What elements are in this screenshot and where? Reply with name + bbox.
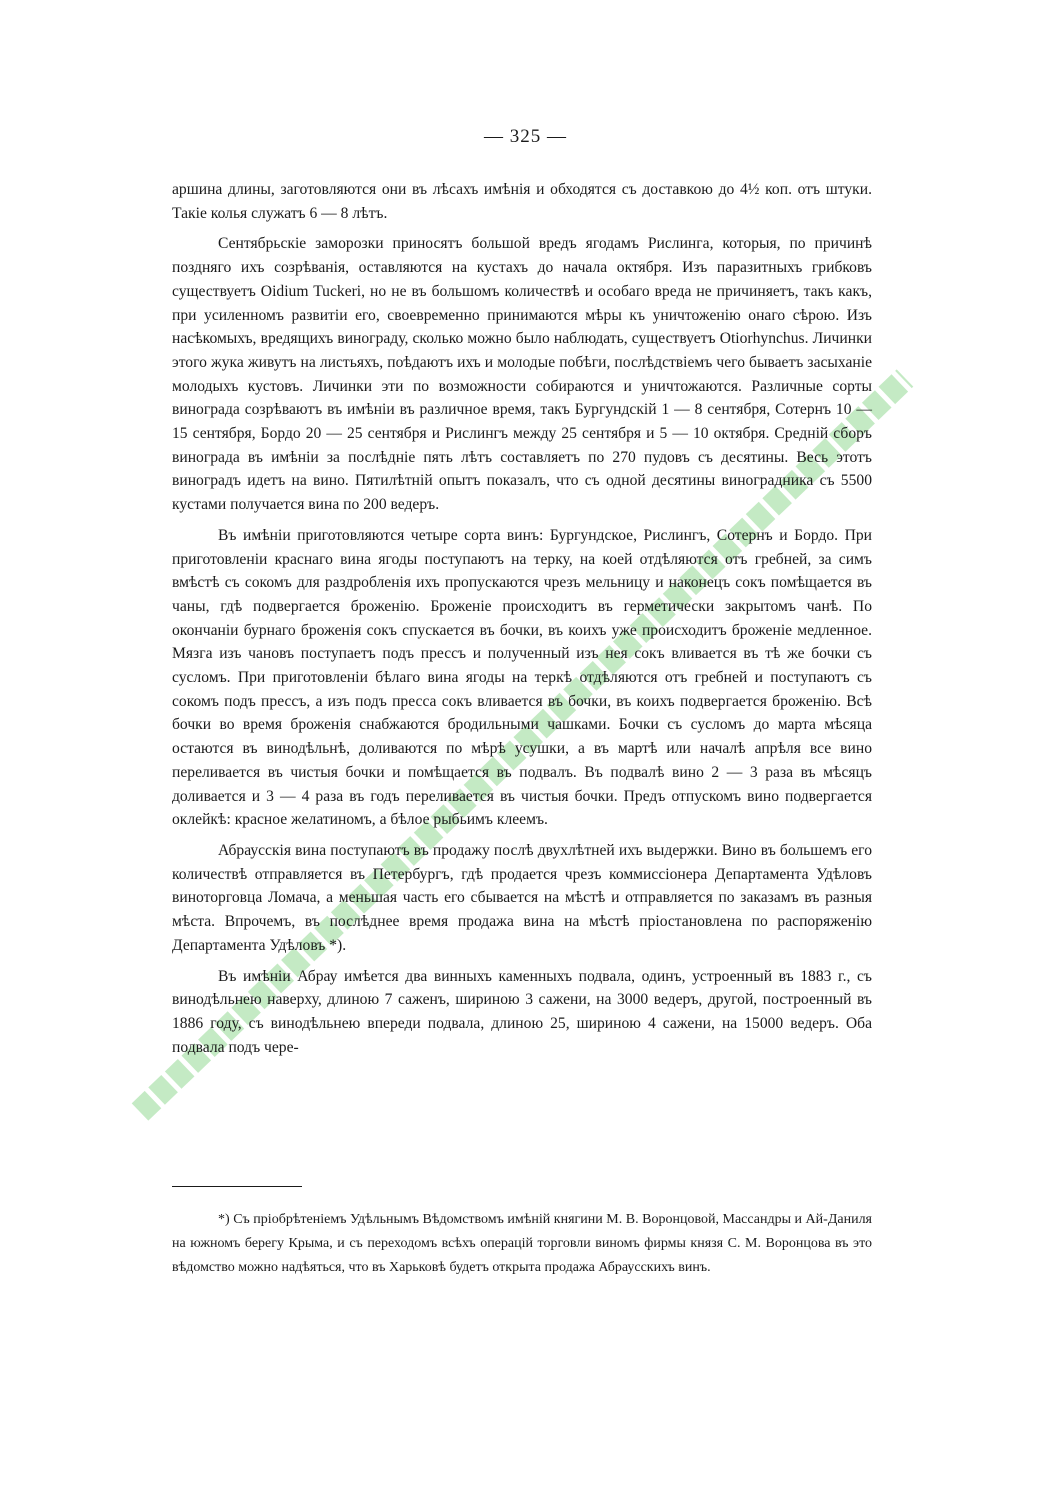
paragraph-2: Сентябрьскіе заморозки приносятъ большой вредъ ягодамъ Рислинга, которыя, по причинѣ поздняго ихъ созрѣванія, оставляются на кустахъ до начала октября. Изъ паразитныхъ грибковъ существуетъ Oidium Tuckeri, но не въ большомъ количествѣ и особаго вреда не причиняетъ, такъ какъ, при усиленномъ развитіи его, своевременно принимаются мѣры къ уничтоженію онаго сѣрою. Изъ насѣкомыхъ, вредящихъ винограду, сколько можно было наблюдать, существуетъ Otiorhynchus. Личинки этого жука живутъ на листьяхъ, поѣдаютъ ихъ и молодые побѣги, послѣдствіемъ чего бываетъ засыханіе молодыхъ кустовъ. Личинки эти по возможности собираются и уничтожаются. Различные сорты винограда созрѣваютъ въ имѣніи въ различное время, такъ Бургундскій 1 — 8 сентября, Сотернъ 10 — 15 сентября, Бордо 20 — 25 сентября и Рислингъ между 25 сентября и 5 — 10 октября. Средній сборъ винограда въ имѣніи за послѣдніе пять лѣтъ составляетъ по 270 пудовъ съ десятины. Весь этотъ виноградъ идетъ на вино. Пятилѣтній опытъ показалъ, что съ одной десятины виноградника съ 5500 кустами получается вина по 200 ведеръ. <box>172 235 872 514</box>
paragraph-1: аршина длины, заготовляются они въ лѣсахъ имѣнія и обходятся съ доставкою до 4½ коп. отъ штуки. Такіе колья служатъ 6 — 8 лѣтъ. <box>172 181 872 222</box>
page-number: — 325 — <box>484 126 567 147</box>
paragraph-4: Абраусскія вина поступаютъ въ продажу послѣ двухлѣтней ихъ выдержки. Вино въ большемъ его количествѣ отправляется въ Петербургъ, гдѣ продается чрезъ коммиссіонера Департамента Удѣловъ виноторговца Ломача, а меньшая часть его сбывается на мѣстѣ и отправляется по заказамъ въ разныя мѣста. Впрочемъ, въ послѣднее время продажа вина на мѣстѣ пріостановлена по распоряженію Департамента Удѣловъ *). <box>172 841 872 954</box>
paragraph-3: Въ имѣніи приготовляются четыре сорта винъ: Бургундское, Рислингъ, Сотернъ и Бордо. При приготовленіи краснаго вина ягоды поступаютъ на терку, на коей отдѣляются отъ гребней, за симъ вмѣстѣ съ сокомъ для раздробленія ихъ пропускаются чрезъ мельницу и наконецъ сокъ помѣщается въ чаны, гдѣ подвергается броженію. Броженіе происходитъ въ герметически закрытомъ чанѣ. По окончаніи бурнаго броженія сокъ спускается въ бочки, въ коихъ уже происходитъ броженіе медленное. Мязга изъ чановъ поступаетъ подъ прессъ и полученный изъ нея сокъ вливается въ тѣ же бочки съ сусломъ. При приготовленіи бѣлаго вина ягоды на теркѣ отдѣляются отъ гребней и поступаютъ съ сокомъ подъ прессъ, а изъ подъ пресса сокъ вливается въ бочки, въ коихъ подвергается броженію. Всѣ бочки во время броженія снабжаются бродильными чашками. Бочки съ сусломъ до марта мѣсяца остаются въ винодѣльнѣ, доливаются по мѣрѣ усушки, а въ мартѣ или началѣ апрѣля все вино переливается въ чистыя бочки и помѣщается въ подвалъ. Въ подвалѣ вино 2 — 3 раза въ мѣсяцъ доливается и 3 — 4 раза въ годъ переливается въ чистыя бочки. Предъ отпускомъ вино подвергается оклейкѣ: красное желатиномъ, а бѣлое рыбьимъ клеемъ. <box>172 526 872 829</box>
footnote-divider <box>172 1186 302 1187</box>
paragraph-5: Въ имѣніи Абрау имѣется два винныхъ каменныхъ подвала, одинъ, устроенный въ 1883 г., съ винодѣльнею наверху, длиною 7 саженъ, шириною 3 сажени, на 3000 ведеръ, другой, построенный въ 1886 году, съ винодѣльнею впереди подвала, длиною 25, шириною 4 сажени, на 15000 ведеръ. Оба подвала подъ чере- <box>172 967 872 1056</box>
body-text <box>172 178 872 1066</box>
footnote: *) Съ пріобрѣтеніемъ Удѣльнымъ Вѣдомствомъ имѣній княгини М. В. Воронцовой, Массандры и Ай-Даниля на южномъ берегу Крыма, и съ переходомъ всѣхъ операцій торговли виномъ фирмы князя С. М. Воронцова въ это вѣдомство можно надѣяться, что въ Харьковѣ будетъ открыта продажа Абраусскихъ винъ. <box>172 1212 872 1275</box>
